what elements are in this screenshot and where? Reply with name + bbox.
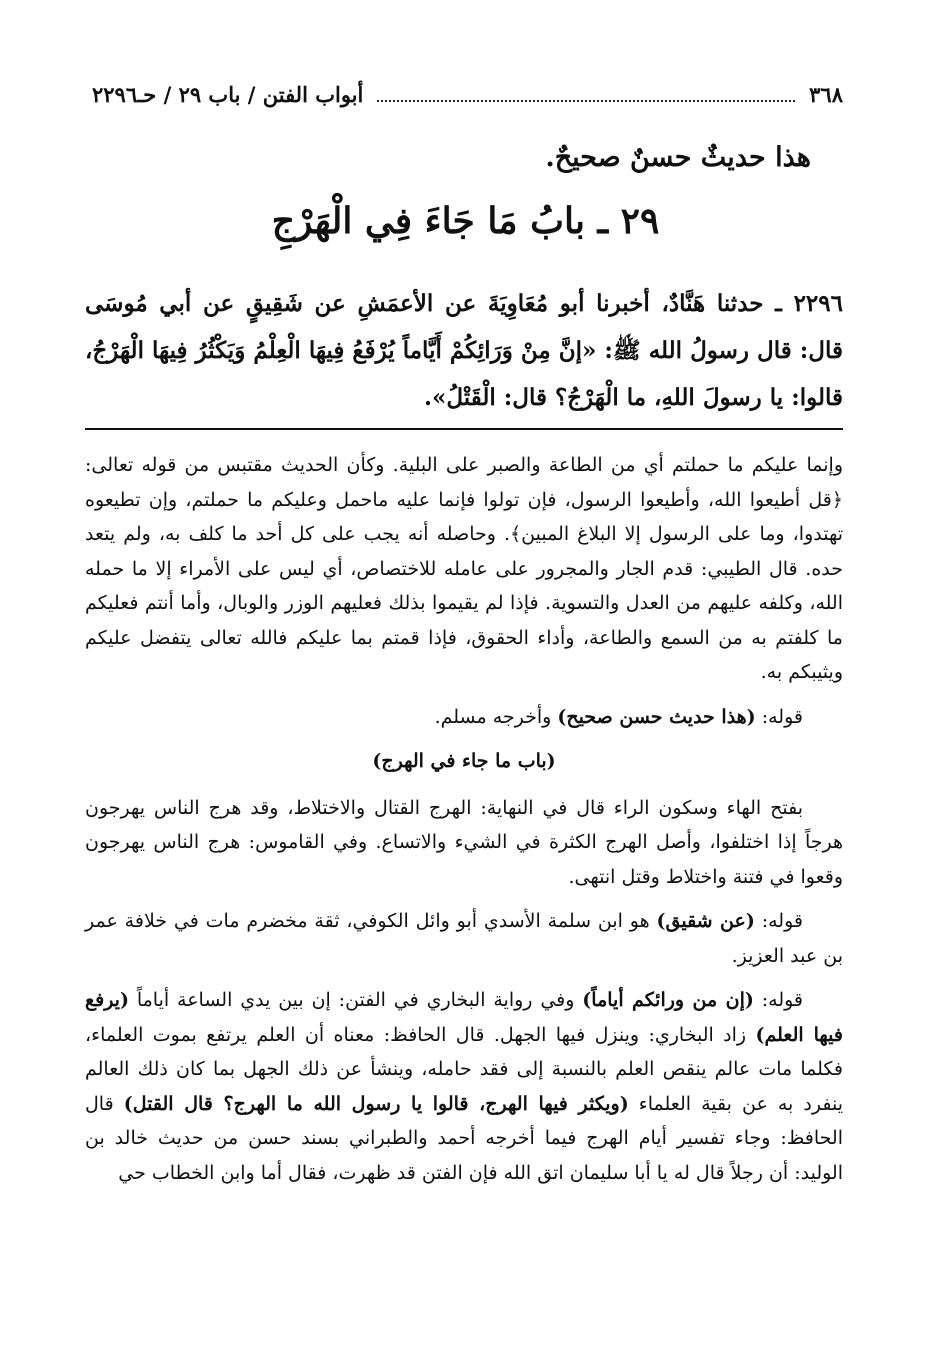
commentary-paragraph bbox=[85, 904, 843, 973]
footnote-divider bbox=[85, 428, 843, 430]
page-header bbox=[92, 82, 843, 107]
header-leader-dots bbox=[377, 86, 795, 102]
running-title: أبواب الفتن / باب ٢٩ / حـ٢٢٩٦ bbox=[92, 82, 364, 107]
commentary-paragraph bbox=[85, 700, 843, 735]
quoted-phrase: (إن من ورائكم أياماً) bbox=[582, 989, 754, 1011]
commentary-section bbox=[85, 448, 843, 1200]
quoted-phrase: (ويكثر فيها الهرج، قالوا يا رسول الله ما الهرج؟ قال القتل) bbox=[123, 1092, 629, 1115]
quoted-phrase: (يرفع فيها العلم) bbox=[85, 989, 844, 1046]
quoted-phrase: (عن شقيق) bbox=[656, 910, 755, 932]
commentary-text: قال الحافظ: وجاء تفسير أيام الهرج فيما أخرجه أحمد والطبراني بسند حسن من حديث خالد بن الوليد: أن رجلاً قال له يا أبا سليمان اتق الله فإن الفتن قد ظهرت، فقال أما وابن الخطاب حي bbox=[85, 1092, 843, 1184]
commentary-text: هو ابن سلمة الأسدي أبو وائل الكوفي، ثقة مخضرم مات في خلافة عمر بن عبد العزيز. bbox=[85, 910, 843, 967]
qawluh-label: قوله: bbox=[753, 989, 803, 1011]
quoted-phrase: (هذا حديث حسن صحيح) bbox=[557, 705, 756, 728]
commentary-heading: (باب ما جاء في الهرج) bbox=[372, 750, 556, 772]
qawluh-label: قوله: bbox=[755, 705, 803, 728]
commentary-text: وفي رواية البخاري في الفتن: إن بين يدي الساعة أياماً bbox=[128, 989, 583, 1011]
commentary-paragraph: وإنما عليكم ما حملتم أي من الطاعة والصبر على البلية. وكأن الحديث مقتبس من قوله تعالى: ﴿قل أطيعوا الله، وأطيعوا الرسول، فإن تولوا فإنما عليه ماحمل وعليكم ما حملتم، وإن تطيعوه تهتدوا، وما على الرسول إلا البلاغ المبين﴾. وحاصله أنه يجب على كل أحد ما كلف به، ولم يتعد حده. قال الطيبي: قدم الجار والمجرور على عامله للاختصاص، أي ليس على الأمراء إلا ما حمله الله، وكلفه عليهم من العدل والتسوية. فإذا لم يقيموا بذلك فعليهم الوزر والوبال، وأما أنتم فعليكم ما كلفتم به من السمع والطاعة، وأداء الحقوق، فإذا قمتم بما عليكم فالله تعالى يتفضل عليكم ويثيبكم به. bbox=[85, 454, 843, 683]
commentary-text: زاد البخاري: وينزل فيها الجهل. قال الحافظ: معناه أن العلم يرتفع بموت العلماء، فكلما مات عالم ينقص العلم بالنسبة إلى فقد حامله، وينشأ عن ذلك الجهل بما كان ذلك العالم ينفرد به عن بقية العلماء bbox=[85, 1023, 843, 1115]
commentary-paragraph: بفتح الهاء وسكون الراء قال في النهاية: الهرج القتال والاختلاط، وقد هرج الناس يهرجون هرجاً إذا اختلفوا، وأصل الهرج الكثرة في الشيء والاتساع. وفي القاموس: هرج الناس يهرجون وقعوا في فتنة واختلاط وقتل انتهى. bbox=[85, 796, 843, 888]
hadith-grading-line: هذا حديثٌ حسنٌ صحيحٌ. bbox=[545, 142, 811, 173]
page-number: ٣٦٨ bbox=[809, 82, 843, 107]
commentary-paragraph bbox=[85, 983, 843, 1190]
hadith-text: ٢٢٩٦ ـ حدثنا هَنَّادٌ، أخبرنا أبو مُعَاوِيَةَ عن الأعمَشِ عن شَقِيقٍ عن أبي مُوسَى قال: قال رسولُ الله ﷺ: «إنَّ مِنْ وَرَائِكُمْ أَيَّاماً يُرْفَعُ فِيهَا الْعِلْمُ وَيَكْثُرُ فِيهَا الْهَرْجُ، قالوا: يا رسولَ اللهِ، ما الْهَرْجُ؟ قال: الْقَتْلُ». bbox=[85, 290, 843, 411]
commentary-text: وأخرجه مسلم. bbox=[434, 705, 558, 728]
qawluh-label: قوله: bbox=[754, 910, 803, 932]
chapter-title: ٢٩ ـ بابُ مَا جَاءَ فِي الْهَرْجِ bbox=[271, 200, 660, 242]
